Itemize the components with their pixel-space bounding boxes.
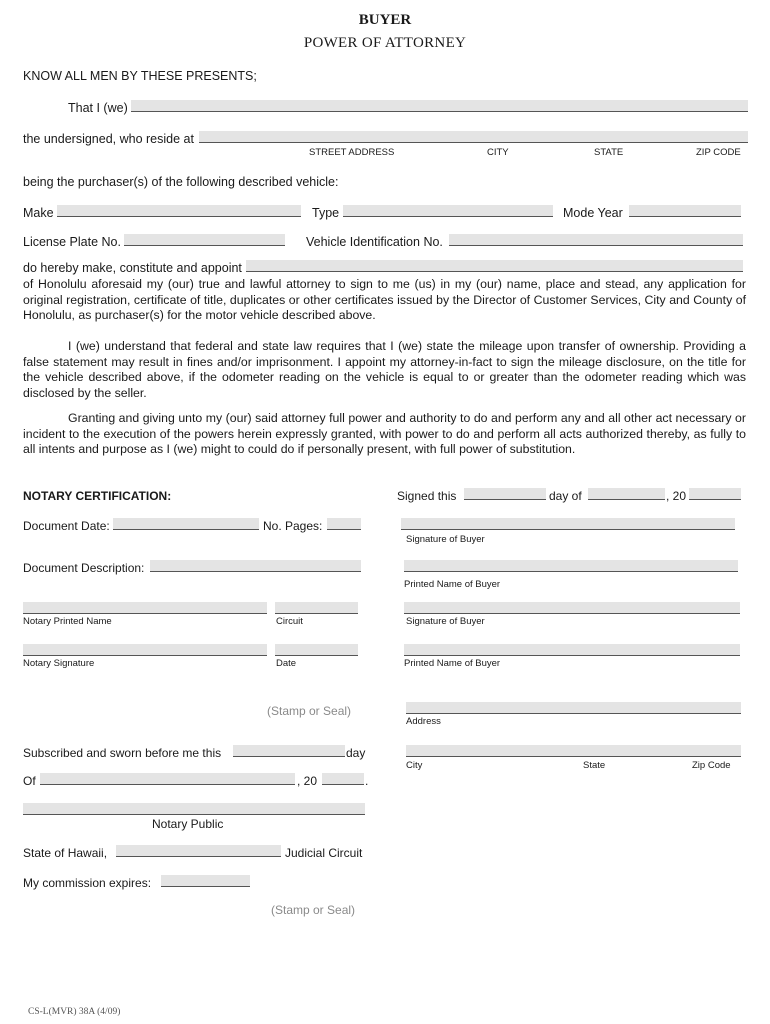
type-label: Type: [312, 206, 340, 220]
printed-name-1-field[interactable]: [404, 560, 738, 572]
attorney-name-field[interactable]: [246, 260, 743, 272]
year-field[interactable]: [322, 773, 364, 785]
signed-comma-20-label: , 20: [666, 489, 687, 503]
printed-name-1-label: Printed Name of Buyer: [404, 579, 501, 590]
buyer-state-label: State: [583, 760, 606, 771]
buyer-name-field[interactable]: [131, 100, 748, 112]
city-label: CITY: [487, 147, 509, 158]
paragraph-powers: Granting and giving unto my (our) said attorney full power and authority to do and perform any and all other act necessary or incident to the execution of the powers herein expressly granted, with power to do and perform all acts authorized thereby, as fully to all intents and purpose as I (we) might to could do if personally present, with full power of substitution.: [23, 411, 746, 456]
notary-public-field[interactable]: [23, 803, 365, 815]
circuit-label: Circuit: [276, 616, 303, 627]
form-title: BUYER: [358, 12, 412, 28]
circuit-field[interactable]: [275, 602, 358, 614]
signed-day-field[interactable]: [464, 488, 546, 500]
signature-of-buyer-2-label: Signature of Buyer: [406, 616, 485, 627]
commission-expires-field[interactable]: [161, 875, 250, 887]
intro-text: KNOW ALL MEN BY THESE PRESENTS;: [23, 69, 257, 83]
buyer-address-field[interactable]: [199, 131, 748, 143]
buyer-city-state-zip-field[interactable]: [406, 745, 741, 757]
document-date-field[interactable]: [113, 518, 259, 530]
judicial-circuit-label: Judicial Circuit: [285, 846, 363, 860]
vin-field[interactable]: [449, 234, 743, 246]
comma-20-label: , 20: [297, 774, 318, 788]
that-i-we-label: That I (we): [68, 101, 128, 115]
zip-code-label: ZIP CODE: [696, 147, 741, 158]
model-year-field[interactable]: [629, 205, 741, 217]
stamp-or-seal-1: (Stamp or Seal): [267, 704, 352, 718]
form-subtitle: POWER OF ATTORNEY: [303, 35, 467, 51]
state-of-hawaii-label: State of Hawaii,: [23, 846, 108, 860]
reside-at-label: the undersigned, who reside at: [23, 132, 194, 146]
notary-date-field[interactable]: [275, 644, 358, 656]
vin-label: Vehicle Identification No.: [306, 235, 443, 249]
signed-month-field[interactable]: [588, 488, 665, 500]
printed-name-2-field[interactable]: [404, 644, 740, 656]
no-pages-field[interactable]: [327, 518, 361, 530]
commission-expires-label: My commission expires:: [23, 876, 152, 890]
signature-of-buyer-1-label: Signature of Buyer: [406, 534, 485, 545]
paragraph-mileage: I (we) understand that federal and state law requires that I (we) state the mileage upon transfer of ownership. Providing a false statement may result in fines and/or imprisonment. I appoint my attorney-in-fact to sign the mileage disclosure, on the title for the vehicle described above, if the odometer reading on the vehicle is equal to or greater than the odometer reading which was disclosed by the seller.: [23, 339, 746, 400]
notary-printed-name-label: Notary Printed Name: [23, 616, 112, 627]
stamp-or-seal-2: (Stamp or Seal): [271, 903, 356, 917]
subscribed-label: Subscribed and sworn before me this: [23, 746, 222, 760]
judicial-circuit-field[interactable]: [116, 845, 281, 857]
notary-signature-field[interactable]: [23, 644, 267, 656]
state-label: STATE: [594, 147, 624, 158]
document-description-label: Document Description:: [23, 561, 145, 575]
notary-printed-name-field[interactable]: [23, 602, 267, 614]
of-month-field[interactable]: [40, 773, 295, 785]
license-plate-field[interactable]: [124, 234, 285, 246]
purchaser-text: being the purchaser(s) of the following described vehicle:: [23, 175, 339, 189]
document-description-field[interactable]: [150, 560, 361, 572]
document-date-label: Document Date:: [23, 519, 110, 533]
notary-heading: NOTARY CERTIFICATION:: [23, 489, 172, 503]
of-label: Of: [23, 774, 36, 788]
type-field[interactable]: [343, 205, 553, 217]
printed-name-2-label: Printed Name of Buyer: [404, 658, 501, 669]
buyer-address-line-field[interactable]: [406, 702, 741, 714]
form-number: CS-L(MVR) 38A (4/09): [28, 1007, 121, 1017]
buyer-signature-1-field[interactable]: [401, 518, 735, 530]
day-label: day: [346, 746, 366, 760]
period-label: .: [365, 774, 369, 788]
signed-year-field[interactable]: [689, 488, 741, 500]
notary-public-label: Notary Public: [152, 817, 224, 831]
subscribed-day-field[interactable]: [233, 745, 345, 757]
paragraph-authority: of Honolulu aforesaid my (our) true and lawful attorney to sign to me (us) in my (our) name, place and stead, any application for original registration, certificate of title, duplicates or other certificates issued by the Director of Customer Services, City and County of Honolulu, as purchaser(s) for the motor vehicle described above.: [23, 277, 746, 322]
make-field[interactable]: [57, 205, 301, 217]
buyer-zip-label: Zip Code: [692, 760, 731, 771]
signed-this-label: Signed this: [397, 489, 457, 503]
appoint-label: do hereby make, constitute and appoint: [23, 261, 242, 275]
date-label: Date: [276, 658, 297, 669]
no-pages-label: No. Pages:: [263, 519, 323, 533]
buyer-city-label: City: [406, 760, 423, 771]
model-year-label: Mode Year: [563, 206, 623, 220]
license-plate-label: License Plate No.: [23, 235, 121, 249]
notary-signature-label: Notary Signature: [23, 658, 95, 669]
make-label: Make: [23, 206, 54, 220]
street-address-label: STREET ADDRESS: [309, 147, 395, 158]
day-of-label: day of: [549, 489, 582, 503]
buyer-signature-2-field[interactable]: [404, 602, 740, 614]
address-label: Address: [406, 716, 441, 727]
